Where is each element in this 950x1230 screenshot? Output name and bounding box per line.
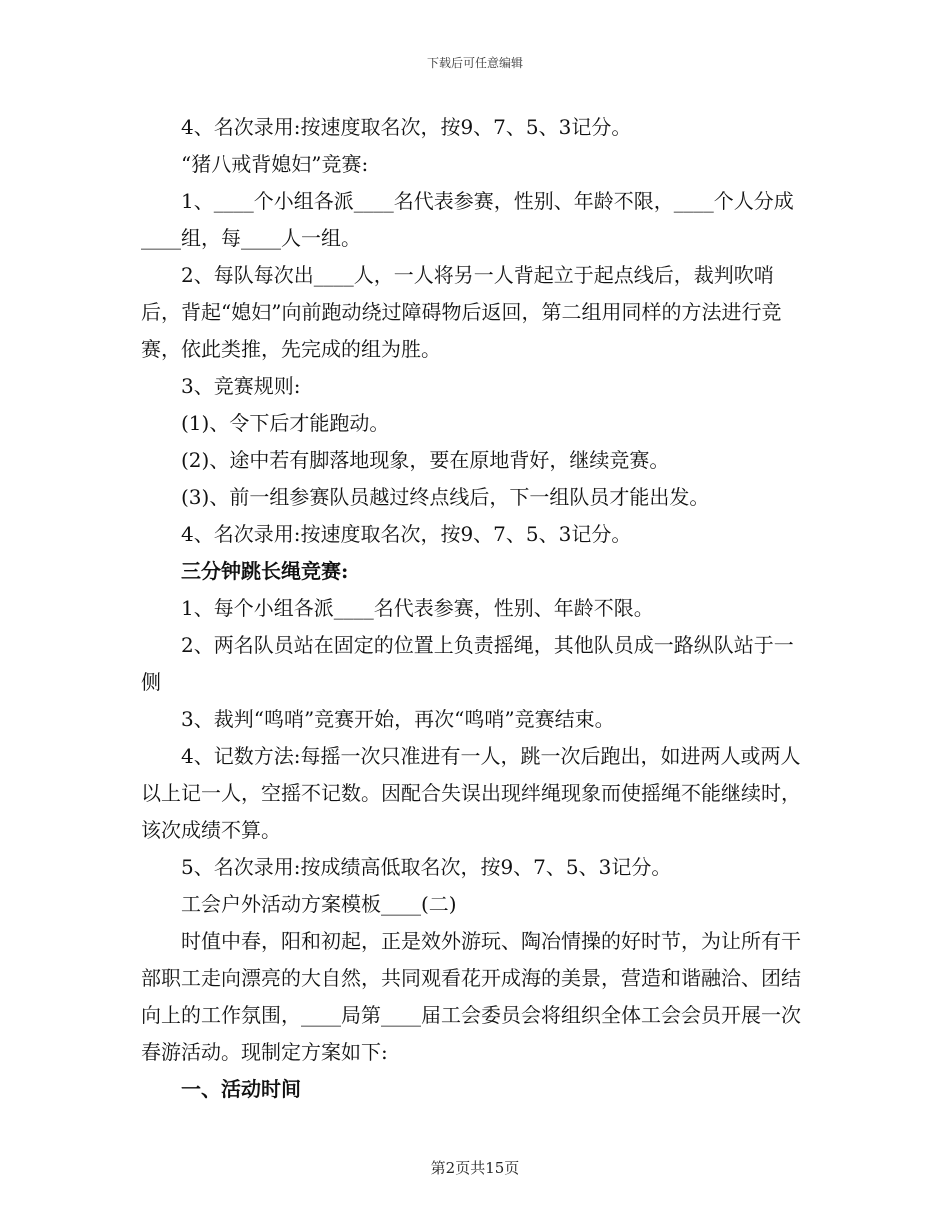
- document-subtitle: 工会户外活动方案模板____(二): [181, 892, 457, 916]
- paragraph: 2、两名队员站在固定的位置上负责摇绳，其他队员成一路纵队站于一侧: [141, 633, 794, 694]
- paragraph: 1、每个小组各派____名代表参赛，性别、年龄不限。: [181, 596, 654, 620]
- paragraph: (3)、前一组参赛队员越过终点线后，下一组队员才能出发。: [181, 485, 710, 509]
- paragraph: (1)、令下后才能跑动。: [181, 411, 390, 435]
- paragraph: 5、名次录用:按成绩高低取名次，按9、7、5、3记分。: [181, 855, 672, 879]
- page-header: 下载后可任意编辑: [426, 56, 523, 70]
- paragraph: 3、裁判“鸣哨”竞赛开始，再次“鸣哨”竞赛结束。: [181, 707, 615, 731]
- page-footer: 第2页共15页: [430, 1159, 520, 1177]
- paragraph: 时值中春，阳和初起，正是效外游玩、陶冶情操的好时节，为让所有干部职工走向漂亮的大自然，共同观看花开成海的美景，营造和谐融洽、团结向上的工作氛围，____局第____届工会委员会将组织全体工会会员开展一次春游活动。现制定方案如下:: [141, 929, 801, 1064]
- paragraph: 4、名次录用:按速度取名次，按9、7、5、3记分。: [181, 522, 632, 546]
- paragraph: 1、____个小组各派____名代表参赛，性别、年龄不限，____个人分成____组，每____人一组。: [141, 189, 794, 250]
- paragraph: 4、记数方法:每摇一次只准进有一人，跳一次后跑出，如进两人或两人以上记一人，空摇不记数。因配合失误出现绊绳现象而使摇绳不能继续时，该次成绩不算。: [141, 744, 801, 842]
- paragraph: 4、名次录用:按速度取名次，按9、7、5、3记分。: [181, 115, 632, 139]
- paragraph: 2、每队每次出____人，一人将另一人背起立于起点线后，裁判吹哨后，背起“媳妇”向前跑动绕过障碍物后返回，第二组用同样的方法进行竞赛，依此类推，先完成的组为胜。: [141, 263, 782, 361]
- section-heading: 三分钟跳长绳竞赛:: [181, 559, 349, 583]
- section-heading: “猪八戒背媳妇”竞赛:: [181, 152, 369, 176]
- paragraph: (2)、途中若有脚落地现象，要在原地背好，继续竞赛。: [181, 448, 670, 472]
- section-heading: 一、活动时间: [181, 1077, 301, 1101]
- paragraph: 3、竞赛规则:: [181, 374, 301, 398]
- document-body: [141, 109, 809, 1108]
